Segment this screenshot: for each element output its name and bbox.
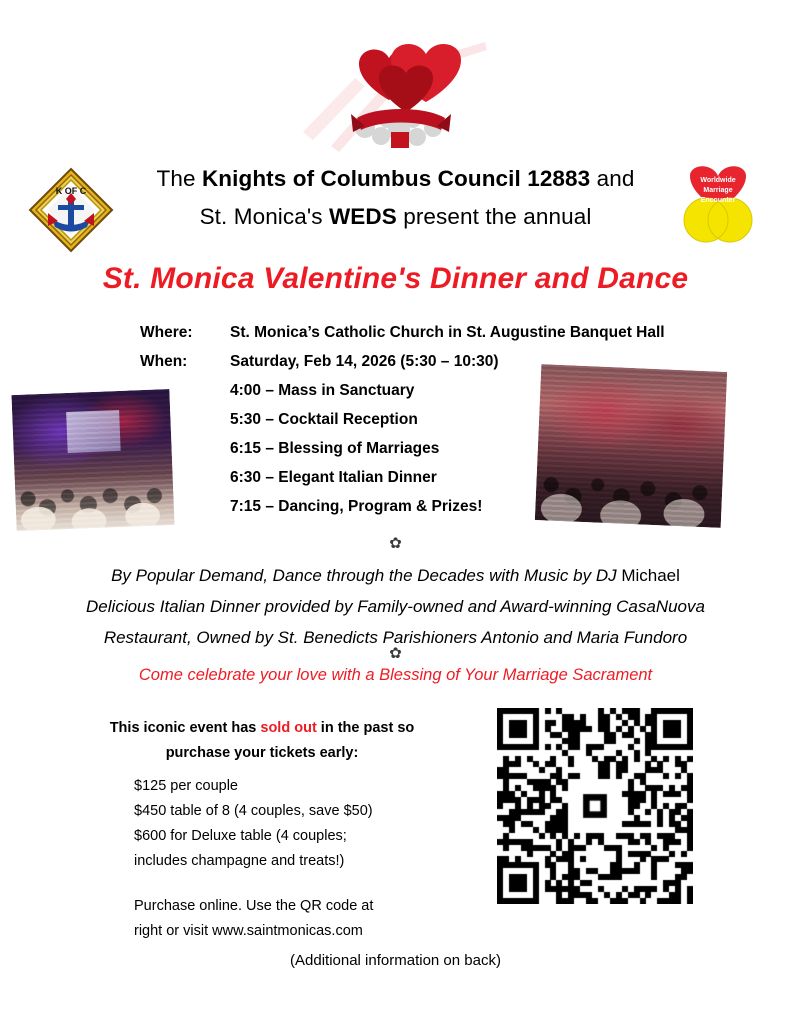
wwme-line2: Marriage bbox=[703, 187, 733, 194]
header-line-1 bbox=[0, 160, 791, 198]
photo-left-texture bbox=[11, 389, 174, 531]
ticket-headline-1 bbox=[92, 716, 432, 741]
when-value: Saturday, Feb 14, 2026 (5:30 – 10:30) bbox=[230, 353, 499, 370]
detail-row-where bbox=[140, 318, 665, 347]
event-photo-left bbox=[11, 389, 174, 531]
promo-line-3: Restaurant, Owned by St. Benedicts Parishioners Antonio and Maria Fundoro bbox=[103, 628, 688, 647]
ticket-headline-2: purchase your tickets early: bbox=[165, 745, 359, 761]
header-block bbox=[0, 160, 791, 236]
celebrate-line: Come celebrate your love with a Blessing of Your Marriage Sacrament bbox=[138, 666, 653, 684]
promo-line-1-tail: Michael bbox=[616, 566, 680, 585]
promo-line-2: Delicious Italian Dinner provided by Family-owned and Award-winning CasaNuova bbox=[86, 597, 705, 616]
footer-note: (Additional information on back) bbox=[290, 952, 501, 969]
header-line-1-prefix: The bbox=[156, 166, 202, 191]
where-value: St. Monica’s Catholic Church in St. Augustine Banquet Hall bbox=[230, 324, 665, 341]
sold-out-highlight: sold out bbox=[260, 720, 317, 736]
promo-line-1 bbox=[0, 560, 791, 591]
price-item: $600 for Deluxe table (4 couples; bbox=[134, 828, 347, 844]
ticket-headline-prefix: This iconic event has bbox=[109, 720, 261, 736]
wwme-line1: Worldwide bbox=[700, 177, 736, 184]
purchase-line-2: right or visit www.saintmonicas.com bbox=[134, 923, 363, 939]
header-line-1-suffix: and bbox=[590, 166, 635, 191]
header-line-2-suffix: present the annual bbox=[396, 204, 592, 229]
ticket-headline-suffix: in the past so bbox=[316, 720, 415, 736]
header-line-2-bold: WEDS bbox=[328, 204, 397, 229]
promo-line-1-italic: By Popular Demand, Dance through the Decades with Music by DJ bbox=[111, 566, 617, 585]
price-item: $125 per couple bbox=[134, 778, 238, 794]
schedule-item: 5:30 – Cocktail Reception bbox=[230, 411, 418, 428]
schedule-item: 7:15 – Dancing, Program & Prizes! bbox=[230, 498, 483, 515]
schedule-item: 4:00 – Mass in Sanctuary bbox=[230, 382, 415, 399]
kofc-label: K OF C bbox=[55, 186, 87, 196]
purchase-instructions bbox=[92, 894, 472, 944]
promo-paragraph bbox=[0, 560, 791, 653]
event-photo-right bbox=[535, 364, 727, 528]
header-line-2 bbox=[0, 198, 791, 236]
header-line-1-bold: Knights of Columbus Council 12883 bbox=[201, 166, 591, 191]
where-label: Where: bbox=[140, 324, 193, 341]
ticket-info bbox=[92, 716, 472, 944]
hearts-graphic bbox=[295, 36, 495, 156]
schedule-item: 6:15 – Blessing of Marriages bbox=[230, 440, 440, 457]
price-item: includes champagne and treats!) bbox=[134, 853, 345, 869]
header-line-2-prefix: St. Monica's bbox=[199, 204, 329, 229]
when-label: When: bbox=[140, 353, 188, 370]
price-item: $450 table of 8 (4 couples, save $50) bbox=[134, 803, 373, 819]
photo-right-texture bbox=[535, 364, 727, 528]
event-title: St. Monica Valentine's Dinner and Dance bbox=[102, 262, 689, 295]
schedule-item: 6:30 – Elegant Italian Dinner bbox=[230, 469, 437, 486]
price-list bbox=[92, 774, 472, 874]
purchase-line-1: Purchase online. Use the QR code at bbox=[134, 898, 374, 914]
wwme-line3: Encounter bbox=[700, 197, 736, 204]
ornament-divider-1: ✿ bbox=[389, 535, 402, 552]
qr-code-canvas[interactable] bbox=[497, 708, 693, 904]
qr-code[interactable] bbox=[497, 708, 693, 904]
ornament-divider-2: ✿ bbox=[389, 645, 402, 662]
